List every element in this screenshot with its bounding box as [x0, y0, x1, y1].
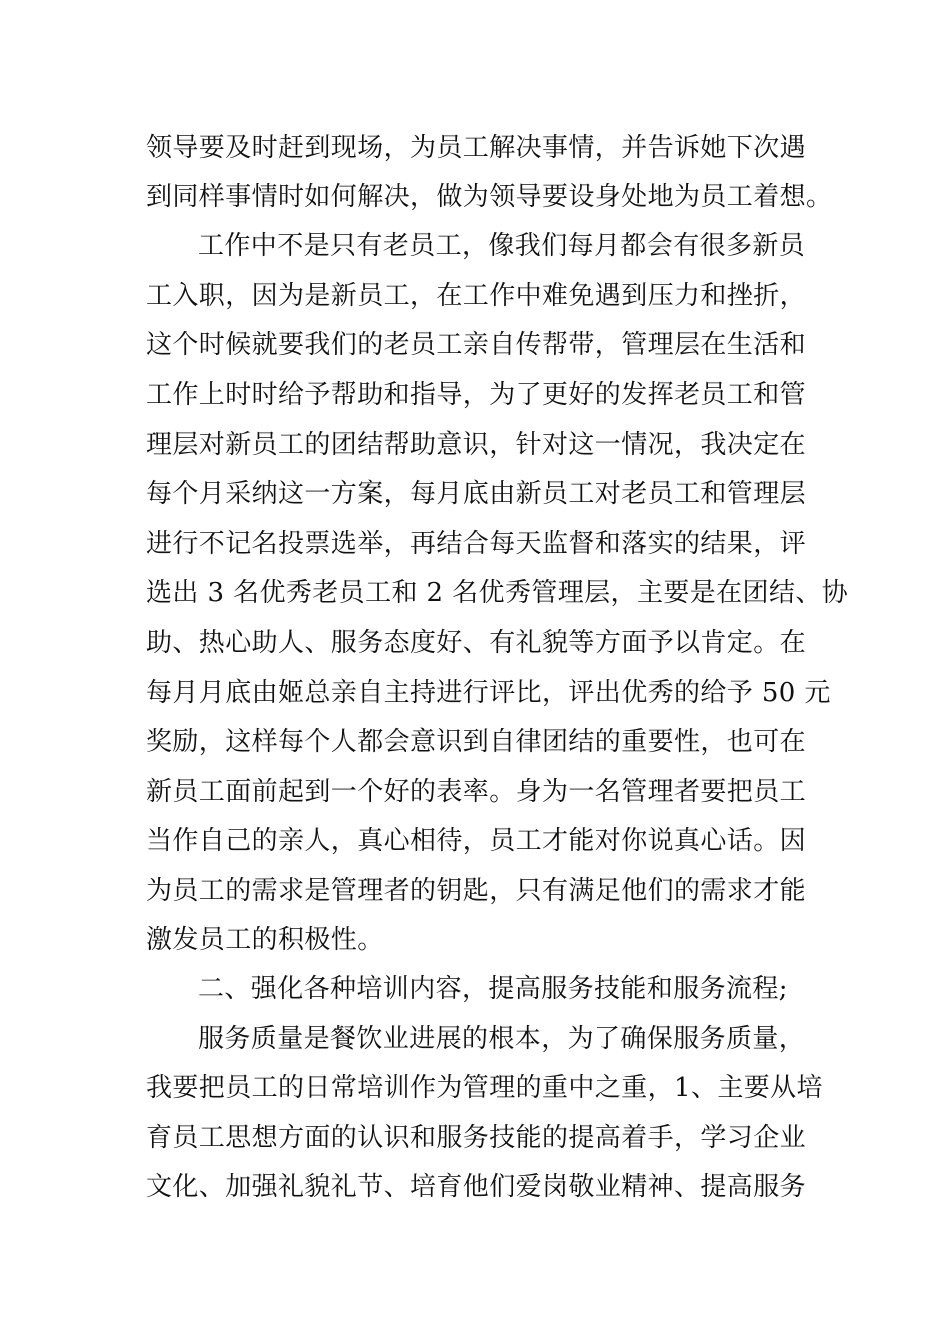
text-line: 助、热心助人、服务态度好、有礼貌等方面予以肯定。在	[146, 628, 807, 658]
paragraph-start-line: 服务质量是餐饮业进展的根本，为了确保服务质量，	[198, 1024, 806, 1054]
text-line: 进行不记名投票选举，再结合每天监督和落实的结果，评	[146, 529, 807, 559]
section-heading: 二、强化各种培训内容，提高服务技能和服务流程;	[198, 974, 788, 1004]
text-line: 我要把员工的日常培训作为管理的重中之重，1、主要从培	[146, 1073, 823, 1103]
text-line: 为员工的需求是管理者的钥匙，只有满足他们的需求才能	[146, 876, 807, 906]
text-line: 新员工面前起到一个好的表率。身为一名管理者要把员工	[146, 777, 807, 807]
text-line: 每个月采纳这一方案，每月底由新员工对老员工和管理层	[146, 479, 807, 509]
paragraph-start-line: 工作中不是只有老员工，像我们每月都会有很多新员	[198, 231, 806, 261]
text-line: 育员工思想方面的认识和服务技能的提高着手，学习企业	[146, 1123, 807, 1153]
text-line: 到同样事情时如何解决，做为领导要设身处地为员工着想。	[146, 182, 833, 212]
text-line: 理层对新员工的团结帮助意识，针对这一情况，我决定在	[146, 430, 807, 460]
text-line: 激发员工的积极性。	[146, 925, 384, 955]
text-line: 当作自己的亲人，真心相待，员工才能对你说真心话。因	[146, 826, 807, 856]
text-line: 每月月底由姬总亲自主持进行评比，评出优秀的给予 50 元	[146, 678, 831, 708]
text-line: 工作上时时给予帮助和指导，为了更好的发挥老员工和管	[146, 380, 807, 410]
text-line: 文化、加强礼貌礼节、培育他们爱岗敬业精神、提高服务	[146, 1172, 807, 1202]
text-line: 奖励，这样每个人都会意识到自律团结的重要性，也可在	[146, 727, 807, 757]
text-line: 工入职，因为是新员工，在工作中难免遇到压力和挫折，	[146, 281, 807, 311]
text-line: 领导要及时赶到现场，为员工解决事情，并告诉她下次遇	[146, 133, 807, 163]
text-line: 选出 3 名优秀老员工和 2 名优秀管理层，主要是在团结、协	[146, 578, 849, 608]
text-line: 这个时候就要我们的老员工亲自传帮带，管理层在生活和	[146, 330, 807, 360]
